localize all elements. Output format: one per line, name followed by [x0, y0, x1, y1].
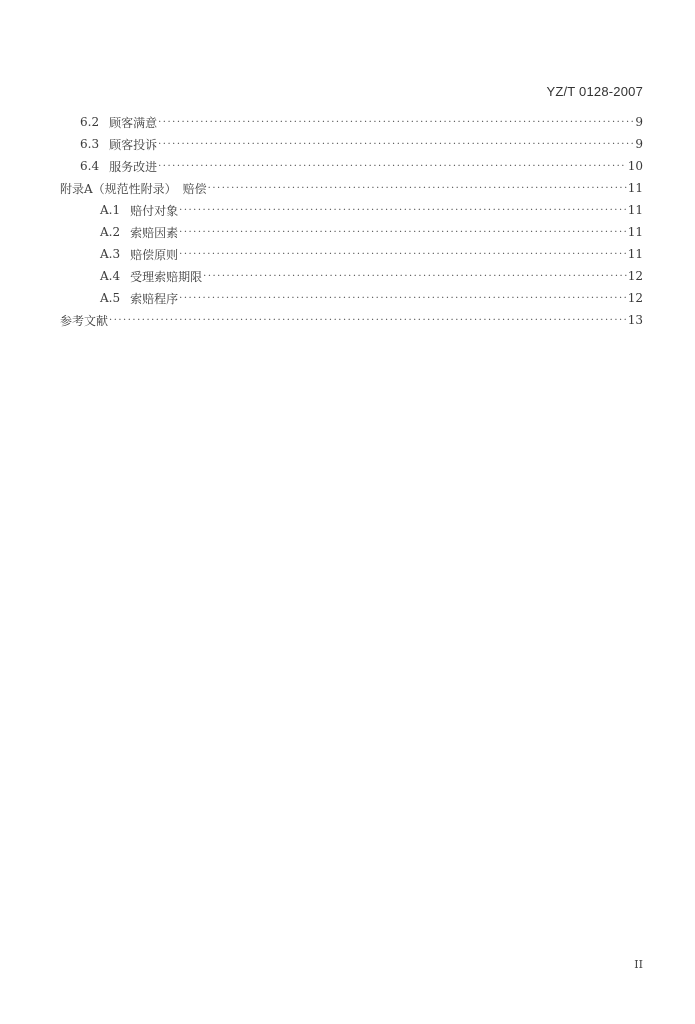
toc-entry-page: 11: [627, 203, 643, 217]
toc-entry-6-2[interactable]: [80, 112, 643, 132]
toc-entry-6-3[interactable]: [80, 134, 643, 154]
toc-entry-number: A.5: [100, 291, 121, 305]
toc-entry-page: 11: [627, 181, 643, 195]
toc-leader-dots: [179, 205, 627, 216]
toc-entry-references[interactable]: [60, 310, 643, 330]
toc-entry-title: 索赔程序: [130, 291, 179, 306]
toc-entry-page: 10: [627, 159, 643, 173]
toc-entry-6-4[interactable]: [80, 156, 643, 176]
toc-leader-dots: [158, 117, 634, 128]
toc-leader-dots: [179, 293, 627, 304]
toc-entry-number: 6.3: [80, 137, 100, 151]
toc-entry-a-2[interactable]: [100, 222, 643, 242]
toc-leader-dots: [179, 249, 627, 260]
toc-entry-title: 参考文献: [60, 313, 109, 328]
toc-entry-number: 6.4: [80, 159, 100, 173]
toc-entry-title: 赔偿原则: [130, 247, 179, 262]
page-number: II: [634, 958, 643, 971]
toc-entry-number: A.2: [100, 225, 121, 239]
toc-leader-dots: [179, 227, 627, 238]
toc-entry-number: A.1: [100, 203, 121, 217]
toc-entry-page: 11: [627, 225, 643, 239]
toc-entry-number: 6.2: [80, 115, 100, 129]
toc-entry-title: 顾客投诉: [109, 137, 158, 152]
toc-entry-page: 9: [635, 137, 643, 151]
toc-leader-dots: [158, 161, 627, 172]
toc-entry-page: 11: [627, 247, 643, 261]
toc-entry-page: 12: [627, 269, 643, 283]
document-code: YZ/T 0128-2007: [546, 84, 643, 99]
toc-entry-a-3[interactable]: [100, 244, 643, 264]
toc-entry-number: A.4: [100, 269, 121, 283]
toc-entry-title: 受理索赔期限: [130, 269, 203, 284]
toc-leader-dots: [158, 139, 634, 150]
toc-entry-page: 12: [627, 291, 643, 305]
toc-entry-title: 索赔因素: [130, 225, 179, 240]
toc-entry-title: 服务改进: [109, 159, 158, 174]
toc-leader-dots: [203, 271, 627, 282]
toc-entry-appendix-a[interactable]: [60, 178, 643, 198]
toc-leader-dots: [109, 315, 627, 326]
toc-entry-page: 13: [627, 313, 643, 327]
toc-leader-dots: [208, 183, 627, 194]
toc-entry-a-4[interactable]: [100, 266, 643, 286]
toc-entry-title: 赔付对象: [130, 203, 179, 218]
toc-entry-a-1[interactable]: [100, 200, 643, 220]
toc-entry-title: 附录A（规范性附录） 赔偿: [60, 181, 207, 196]
toc-entry-page: 9: [635, 115, 643, 129]
toc-entry-number: A.3: [100, 247, 121, 261]
toc-entry-title: 顾客满意: [109, 115, 158, 130]
toc-entry-a-5[interactable]: [100, 288, 643, 308]
